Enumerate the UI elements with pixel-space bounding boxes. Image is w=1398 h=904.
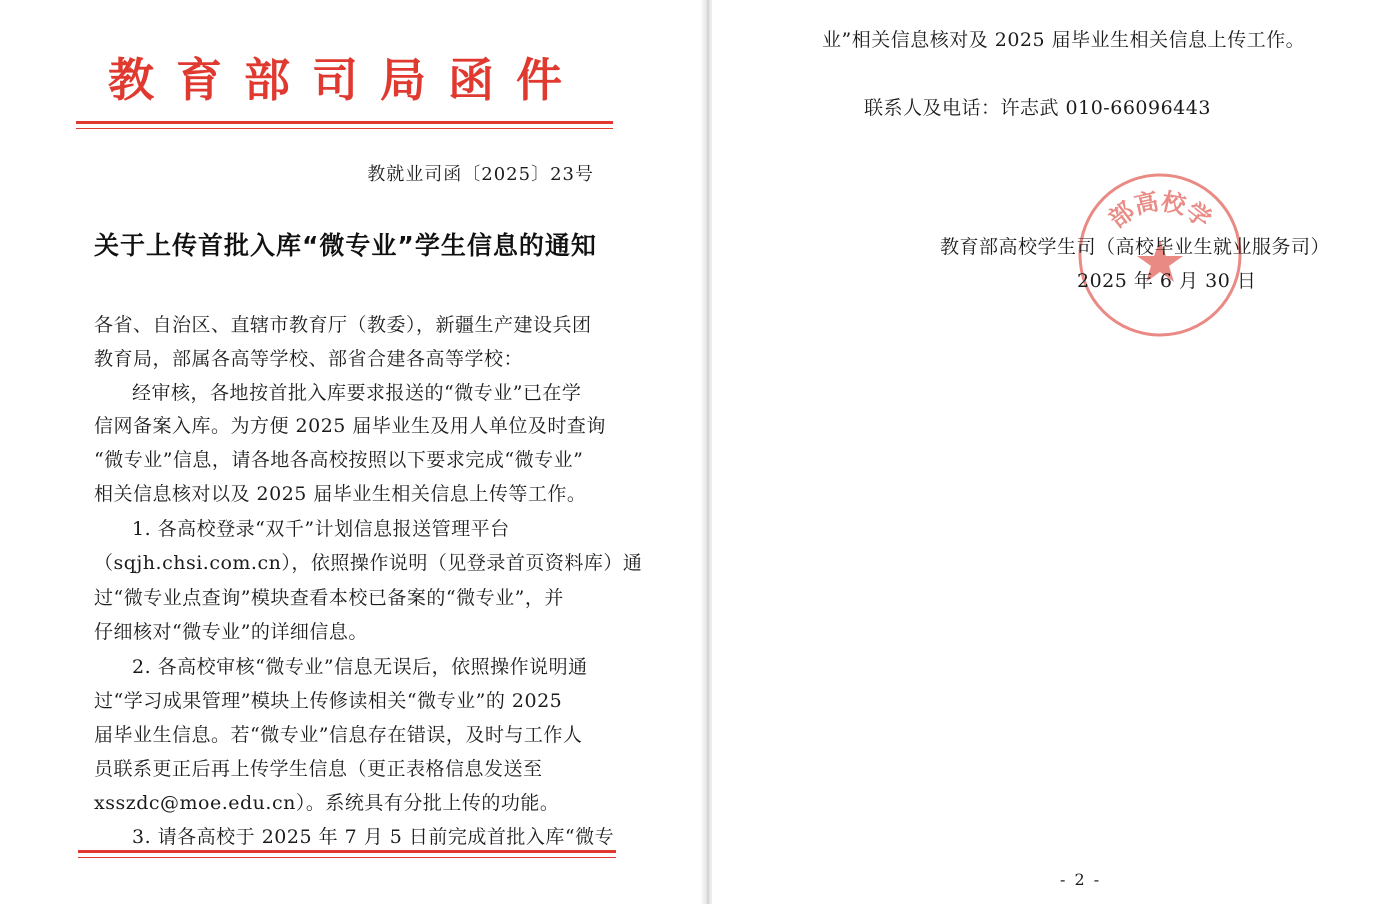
issue-date: 2025 年 6 月 30 日 [1077, 270, 1257, 292]
page-number: - 2 - [1060, 870, 1102, 889]
footer-rule-thick [78, 850, 616, 853]
body-line: 经审核，各地按首批入库要求报送的“微专业”已在学 [132, 382, 582, 404]
document-page-2 [712, 0, 1398, 904]
seal-text: 部高校学 [1103, 187, 1217, 234]
body-line: （sqjh.chsi.com.cn），依照操作说明（见登录首页资料库）通 [94, 552, 643, 574]
masthead-rule-thin [76, 128, 613, 129]
body-line: 届毕业生信息。若“微专业”信息存在错误，及时与工作人 [94, 724, 583, 746]
body-line: 2. 各高校审核“微专业”信息无误后，依照操作说明通 [132, 656, 588, 678]
body-line: 各省、自治区、直辖市教育厅（教委），新疆生产建设兵团 [94, 314, 592, 336]
continuation-line: 业”相关信息核对及 2025 届毕业生相关信息上传工作。 [822, 29, 1306, 51]
body-line: 1. 各高校登录“双千”计划信息报送管理平台 [132, 518, 510, 540]
body-line: xsszdc@moe.edu.cn）。系统具有分批上传的功能。 [94, 792, 560, 814]
body-line: 3. 请各高校于 2025 年 7 月 5 日前完成首批入库“微专 [132, 826, 615, 848]
body-line: 过“学习成果管理”模块上传修读相关“微专业”的 2025 [94, 690, 563, 712]
body-line: 过“微专业点查询”模块查看本校已备案的“微专业”，并 [94, 587, 564, 609]
masthead-rule-thick [76, 121, 613, 124]
body-line: 教育局，部属各高等学校、部省合建各高等学校： [94, 348, 524, 370]
contact-line: 联系人及电话：许志武 010-66096443 [864, 97, 1211, 119]
body-line: 仔细核对“微专业”的详细信息。 [94, 621, 368, 643]
footer-rule-thin [78, 857, 616, 858]
notice-title: 关于上传首批入库“微专业”学生信息的通知 [94, 231, 597, 260]
body-line: 相关信息核对以及 2025 届毕业生相关信息上传等工作。 [94, 483, 587, 505]
masthead-title: 教育部司局函件 [108, 53, 584, 107]
body-line: 员联系更正后再上传学生信息（更正表格信息发送至 [94, 758, 543, 780]
body-line: “微专业”信息，请各地各高校按照以下要求完成“微专业” [94, 449, 584, 471]
issuer-name: 教育部高校学生司（高校毕业生就业服务司） [940, 236, 1331, 258]
document-number: 教就业司函〔2025〕23号 [367, 164, 594, 185]
body-line: 信网备案入库。为方便 2025 届毕业生及用人单位及时查询 [94, 415, 606, 437]
